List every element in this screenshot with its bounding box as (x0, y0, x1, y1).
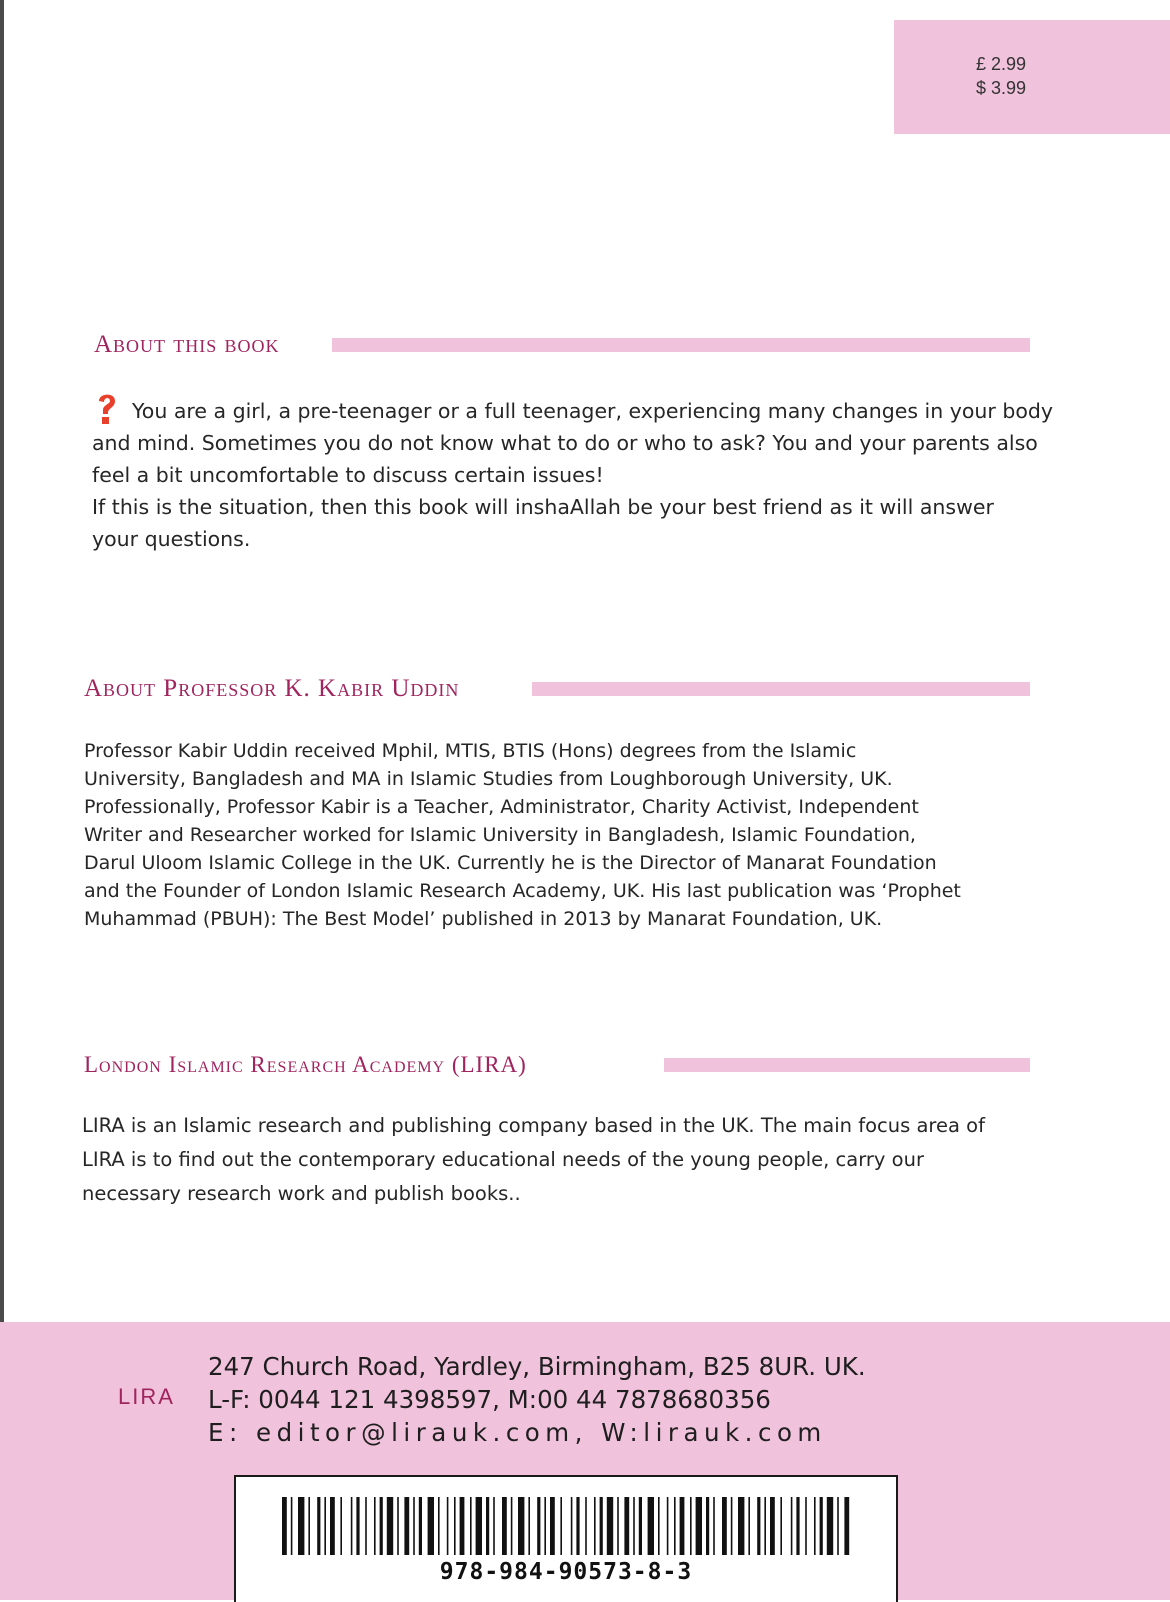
barcode-bar (658, 1497, 660, 1555)
barcode-bar (820, 1497, 823, 1555)
barcode-bar (560, 1497, 562, 1555)
barcode-bar (722, 1497, 727, 1555)
about-author-line: University, Bangladesh and MA in Islamic Studies from Loughborough University, UK. (84, 768, 893, 790)
heading-rule-about-author (532, 682, 1030, 696)
about-author-line: Writer and Researcher worked for Islamic University in Bangladesh, Islamic Foundation, (84, 824, 916, 846)
lira-line: LIRA is an Islamic research and publishing company based in the UK. The main focus area of (82, 1114, 985, 1137)
barcode-bar (633, 1497, 635, 1555)
barcode-bar (397, 1497, 399, 1555)
about-author-line: Professor Kabir Uddin received Mphil, MTIS, BTIS (Hons) degrees from the Islamic (84, 740, 857, 762)
about-book-line: feel a bit uncomfortable to discuss certain issues! (92, 463, 604, 487)
barcode-bar (837, 1497, 839, 1555)
barcode-bar (470, 1497, 472, 1555)
contact-block (208, 1350, 866, 1449)
about-book-line: If this is the situation, then this book will inshaAllah be your best friend as it will answer (92, 495, 994, 519)
isbn-number: 978-984-90573-8-3 (439, 1559, 693, 1585)
heading-rule-about-book (332, 338, 1030, 352)
barcode-bar (438, 1497, 440, 1555)
barcode-bar (374, 1497, 376, 1555)
barcode-bar (844, 1497, 849, 1555)
barcode-bar (617, 1497, 619, 1555)
barcode-bar (791, 1497, 793, 1555)
about-author-text (84, 737, 961, 933)
about-book-text (92, 395, 1053, 555)
barcode-bar (667, 1497, 669, 1555)
barcode-bar (706, 1497, 709, 1555)
barcode-bar (624, 1497, 629, 1555)
barcode-bar (585, 1497, 587, 1555)
about-author-line: Muhammad (PBUH): The Best Model’ published in 2013 by Manarat Foundation, UK. (84, 908, 883, 930)
barcode-bar (550, 1497, 555, 1555)
price-gbp: £ 2.99 (976, 54, 1027, 74)
barcode-bar (308, 1497, 310, 1555)
barcode-bar (404, 1497, 409, 1555)
barcode-bar (282, 1497, 287, 1555)
lira-text (82, 1109, 985, 1211)
about-author-line: Darul Uloom Islamic College in the UK. Currently he is the Director of Manarat Foundation (84, 852, 937, 874)
barcode-box (234, 1475, 898, 1602)
barcode-bar (324, 1497, 326, 1555)
about-book-line: You are a girl, a pre-teenager or a full teenager, experiencing many changes in your body (132, 399, 1054, 423)
barcode-bar (291, 1497, 293, 1555)
about-book-line: your questions. (92, 527, 251, 551)
barcode-bar (387, 1497, 393, 1555)
barcode (280, 1497, 852, 1555)
barcode-bar (594, 1497, 596, 1555)
barcode-bar (544, 1497, 546, 1555)
email-web-line: E: editor@lirauk.com, W:lirauk.com (208, 1418, 827, 1447)
barcode-bar (600, 1497, 603, 1555)
price-box (894, 20, 1170, 134)
barcode-bar (780, 1497, 782, 1555)
barcode-bar (764, 1497, 766, 1555)
barcode-bar (502, 1497, 507, 1555)
about-author-line: Professionally, Professor Kabir is a Teacher, Administrator, Charity Activist, Independent (84, 796, 919, 818)
barcode-bar (340, 1497, 342, 1555)
barcode-bar (380, 1497, 383, 1555)
barcode-bar (814, 1497, 816, 1555)
barcode-bar (486, 1497, 489, 1555)
heading-rule-lira (664, 1058, 1030, 1072)
barcode-bar (607, 1497, 613, 1555)
address-line: 247 Church Road, Yardley, Birmingham, B25 8UR. UK. (208, 1352, 866, 1381)
barcode-bar (454, 1497, 456, 1555)
barcode-bar (738, 1497, 744, 1555)
barcode-bar (731, 1497, 733, 1555)
price-usd: $ 3.99 (976, 78, 1027, 98)
about-author-line: and the Founder of London Islamic Research Academy, UK. His last publication was ‘Prophet (84, 880, 961, 902)
phone-line: L-F: 0044 121 4398597, M:00 44 7878680356 (208, 1385, 771, 1414)
barcode-bar (419, 1497, 422, 1555)
barcode-bar (757, 1497, 760, 1555)
barcode-bar (680, 1497, 685, 1555)
barcode-bar (317, 1497, 320, 1555)
barcode-bar (518, 1497, 524, 1555)
barcode-bar (648, 1497, 654, 1555)
heading-lira: London Islamic Research Academy (LIRA) (84, 1052, 527, 1077)
barcode-bar (493, 1497, 495, 1555)
barcode-bar (576, 1497, 579, 1555)
barcode-bar (413, 1497, 415, 1555)
barcode-bar (796, 1497, 799, 1555)
barcode-bar (639, 1497, 642, 1555)
barcode-bar (298, 1497, 304, 1555)
barcode-bar (365, 1497, 367, 1555)
barcode-bar (805, 1497, 807, 1555)
barcode-bar (447, 1497, 449, 1555)
lira-line: necessary research work and publish books.. (82, 1182, 521, 1205)
barcode-bar (476, 1497, 482, 1555)
barcode-bar (674, 1497, 676, 1555)
barcode-bar (356, 1497, 359, 1555)
barcode-bar (713, 1497, 715, 1555)
lira-line: LIRA is to find out the contemporary educational needs of the young people, carry our (82, 1148, 924, 1171)
barcode-bar (351, 1497, 353, 1555)
barcode-bar (748, 1497, 750, 1555)
barcode-bar (827, 1497, 833, 1555)
barcode-bar (571, 1497, 573, 1555)
barcode-bar (428, 1497, 434, 1555)
barcode-bar (330, 1497, 335, 1555)
barcode-bar (460, 1497, 465, 1555)
heading-about-author: About Professor K. Kabir Uddin (84, 675, 460, 702)
heading-about-book: About this book (94, 331, 280, 358)
about-book-line: and mind. Sometimes you do not know what to do or who to ask? You and your parents also (92, 431, 1038, 455)
barcode-bar (537, 1497, 540, 1555)
barcode-bar (770, 1497, 775, 1555)
barcode-bar (690, 1497, 692, 1555)
barcode-bar (528, 1497, 530, 1555)
publisher-label: LIRA (118, 1384, 175, 1409)
barcode-bar (511, 1497, 513, 1555)
barcode-bar (696, 1497, 702, 1555)
